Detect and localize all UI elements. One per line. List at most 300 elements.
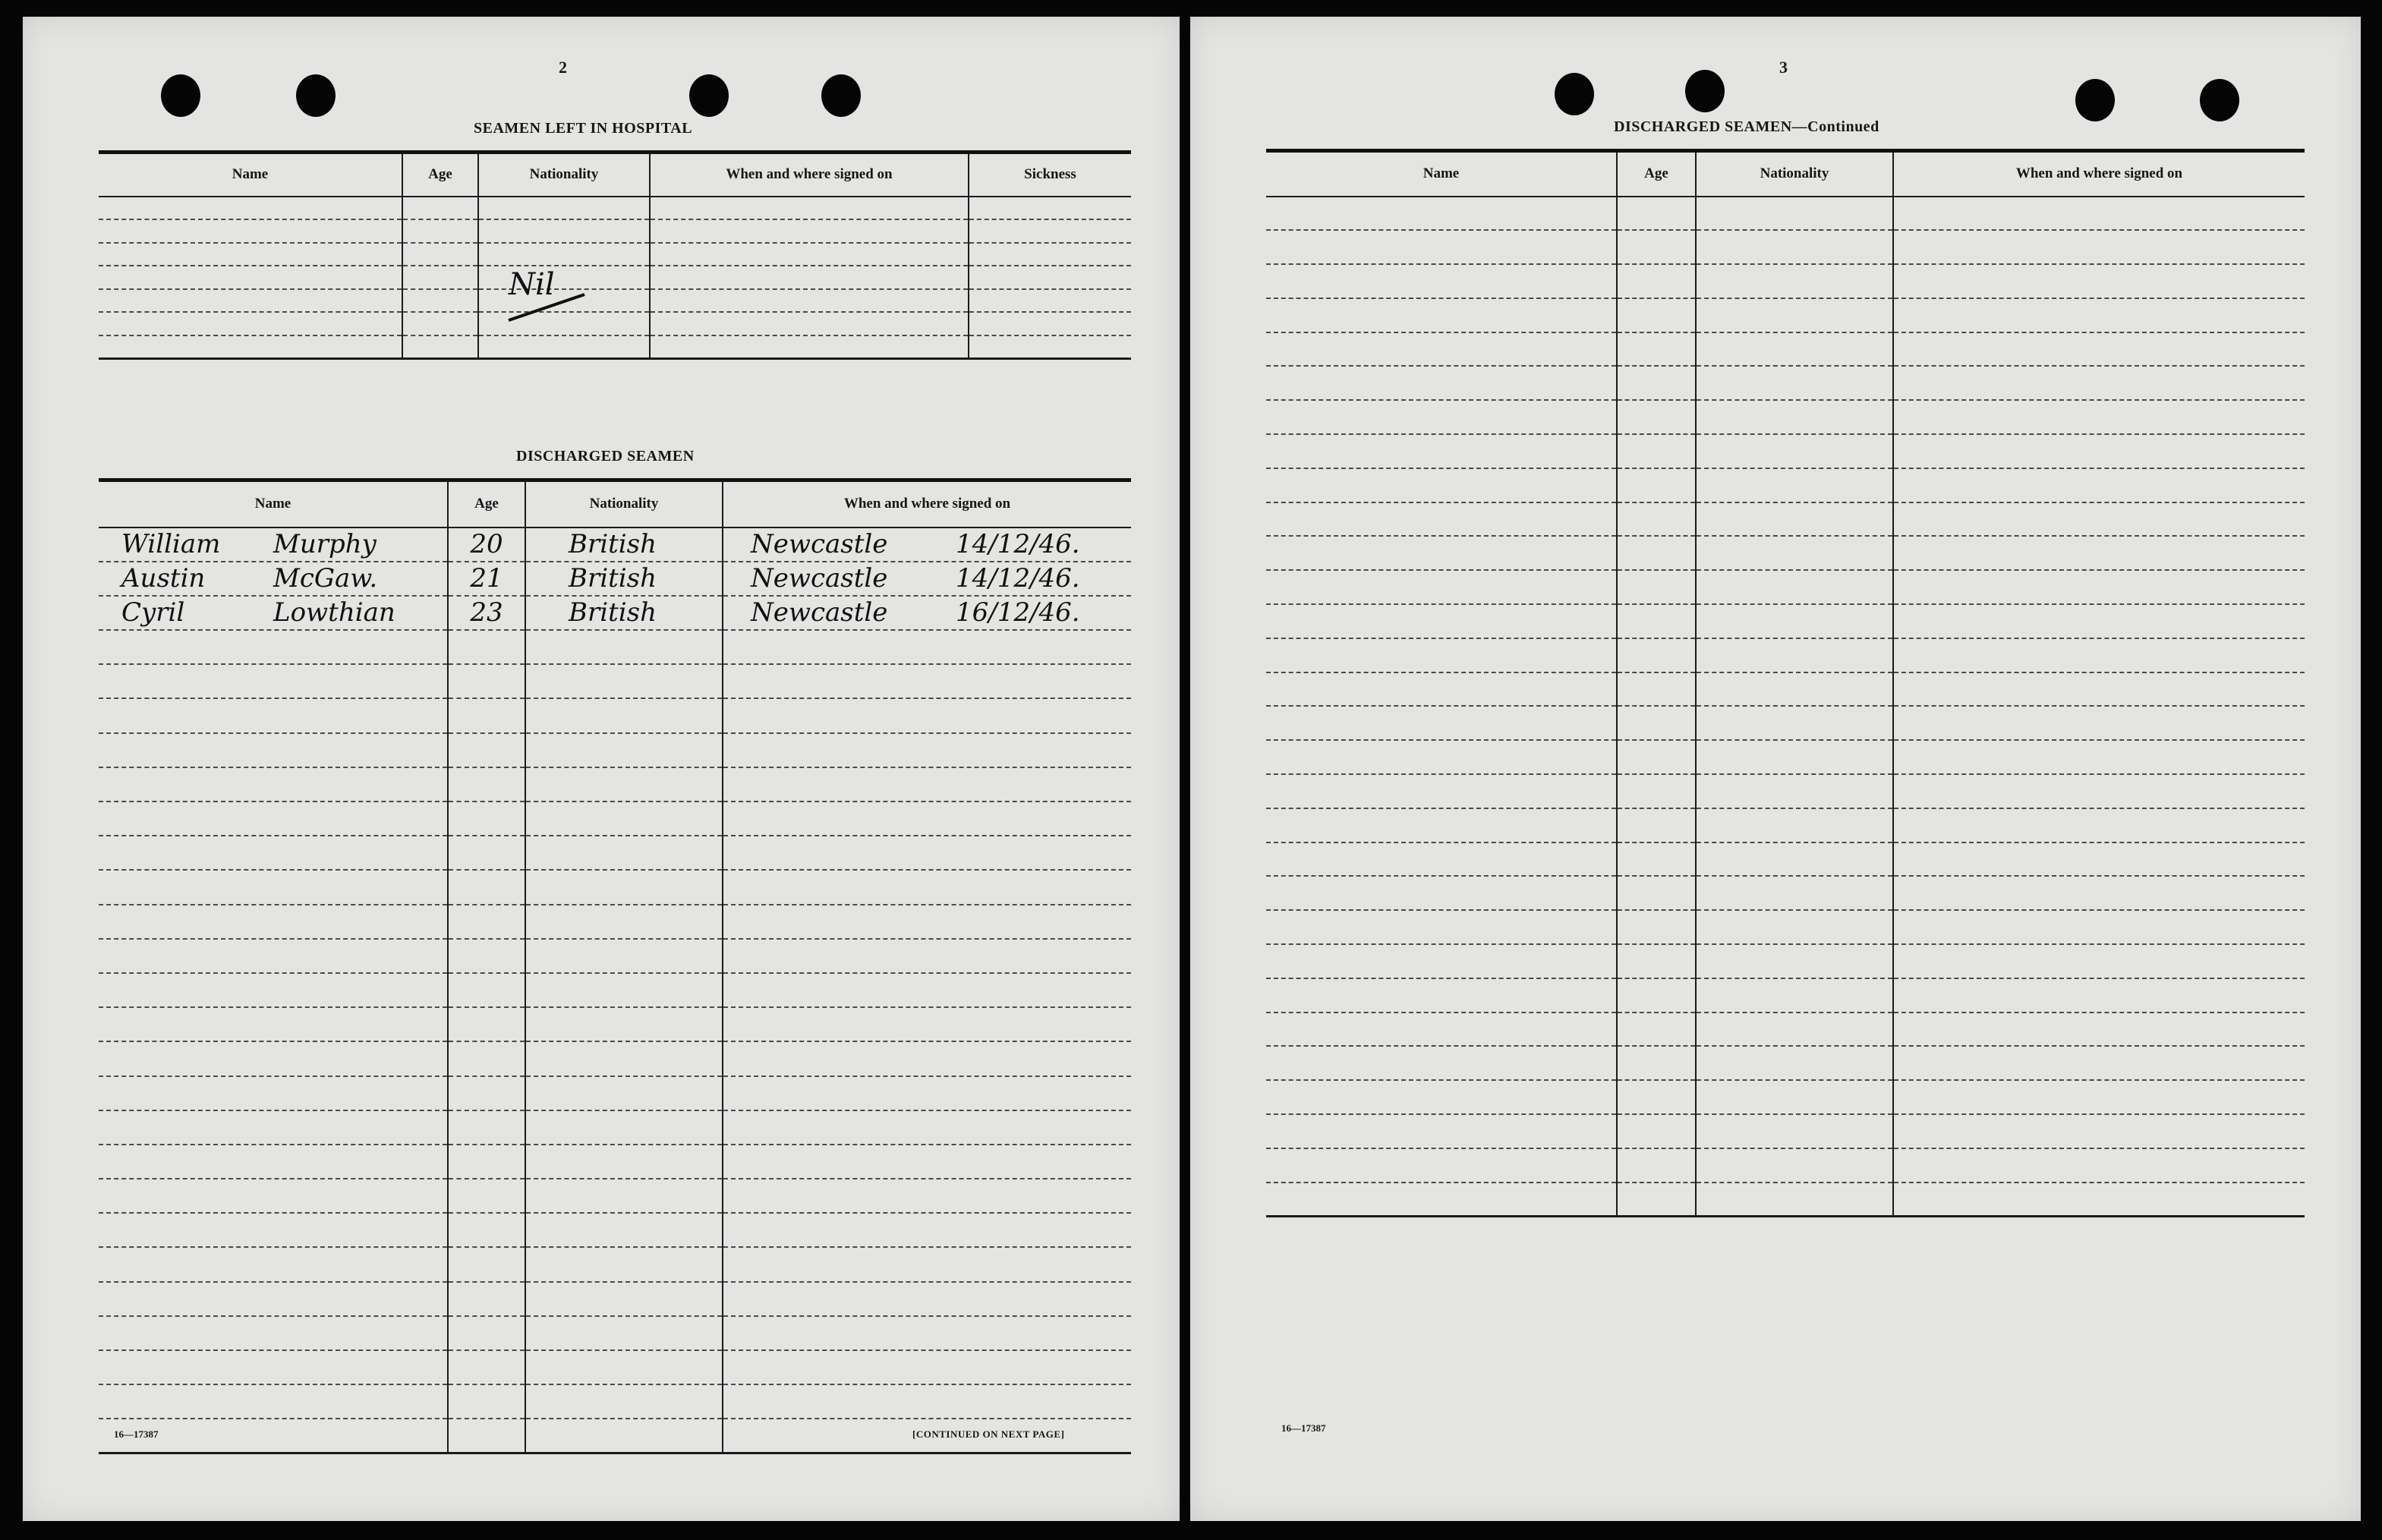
signed-on-place: Newcastle [751, 529, 888, 560]
table-row [1266, 366, 2305, 400]
table-cell [525, 1316, 723, 1350]
table-cell [1696, 706, 1893, 740]
table-cell [1266, 638, 1617, 672]
table-cell [1617, 774, 1696, 808]
table-row [1266, 1183, 2305, 1217]
table-cell [723, 1213, 1131, 1247]
punch-hole [689, 74, 729, 117]
punch-hole [1685, 70, 1725, 112]
table-cell [525, 1282, 723, 1316]
punch-hole [296, 74, 336, 117]
signed-on-place: Newcastle [751, 597, 888, 628]
table-cell [448, 1007, 525, 1041]
table-row [99, 266, 1131, 289]
table-cell [1266, 1114, 1617, 1148]
table-cell [723, 1384, 1131, 1419]
table-cell [448, 1316, 525, 1350]
table-cell [448, 528, 525, 562]
table-cell [723, 1179, 1131, 1213]
table-row [1266, 1114, 2305, 1148]
nil-handwritten-mark [509, 267, 555, 302]
table-cell [1617, 502, 1696, 537]
table-cell [448, 973, 525, 1007]
table-cell [1696, 1183, 1893, 1217]
table-cell [448, 836, 525, 870]
table-cell [650, 243, 969, 266]
table-cell [99, 243, 402, 266]
table-cell [99, 905, 448, 939]
table-cell [402, 243, 478, 266]
table-cell [448, 596, 525, 630]
table-row [99, 1110, 1131, 1145]
table-cell [1617, 332, 1696, 367]
table-cell [448, 905, 525, 939]
table-cell [525, 664, 723, 698]
table-cell [99, 939, 448, 973]
table-cell [1893, 298, 2305, 332]
table-cell [1266, 400, 1617, 434]
table-row [99, 870, 1131, 904]
table-cell [1617, 1012, 1696, 1047]
table-cell [723, 1007, 1131, 1041]
punch-hole [161, 74, 200, 117]
table-cell [1893, 434, 2305, 468]
table-cell [1696, 876, 1893, 910]
table-cell [478, 335, 650, 359]
table-cell [448, 1350, 525, 1384]
table-cell [448, 630, 525, 664]
table-cell [723, 1247, 1131, 1281]
punch-hole [2075, 79, 2115, 121]
table-cell [1696, 400, 1893, 434]
table-cell [1893, 978, 2305, 1012]
table-cell [525, 1041, 723, 1075]
table-cell [99, 1041, 448, 1075]
table-cell [478, 197, 650, 220]
table-cell [1696, 910, 1893, 944]
table-cell [402, 197, 478, 220]
table-cell [1696, 434, 1893, 468]
table-cell [723, 630, 1131, 664]
signed-on-date: 14/12/46. [956, 529, 1080, 560]
table-cell [1266, 910, 1617, 944]
table-row [1266, 672, 2305, 707]
column-header-age: Age [448, 480, 525, 528]
table-cell [525, 733, 723, 767]
table-cell [1696, 197, 1893, 231]
table-cell [650, 335, 969, 359]
table-cell [99, 1350, 448, 1384]
table-row [1266, 706, 2305, 740]
table-cell [1266, 264, 1617, 298]
table-row [99, 630, 1131, 664]
signed-on-date: 16/12/46. [956, 597, 1080, 628]
table-cell [1696, 604, 1893, 638]
table-cell [1893, 604, 2305, 638]
table-cell [525, 1110, 723, 1145]
seaman-nationality: British [569, 597, 657, 628]
table-cell [1696, 1148, 1893, 1183]
nil-text: Nil [509, 267, 555, 302]
table-row [99, 562, 1131, 596]
table-cell [1617, 706, 1696, 740]
table-cell [1696, 366, 1893, 400]
table-cell [448, 1419, 525, 1453]
table-cell [99, 1076, 448, 1110]
table-cell [723, 1041, 1131, 1075]
table-cell [448, 1076, 525, 1110]
table-cell [1266, 536, 1617, 570]
table-cell [1617, 1046, 1696, 1080]
table-row [1266, 1148, 2305, 1183]
table-row [99, 243, 1131, 266]
table-cell [478, 266, 650, 289]
table-cell [723, 801, 1131, 836]
table-cell [402, 266, 478, 289]
table-cell [1617, 910, 1696, 944]
table-cell [1617, 1183, 1696, 1217]
table-row [99, 664, 1131, 698]
table-row [1266, 1046, 2305, 1080]
table-cell [723, 528, 1131, 562]
table-cell [1266, 1046, 1617, 1080]
seaman-nationality: British [569, 529, 657, 560]
table-row [99, 312, 1131, 335]
table-cell [969, 219, 1131, 243]
seaman-last-name: Lowthian [273, 597, 395, 628]
table-cell [99, 562, 448, 596]
table-cell [99, 335, 402, 359]
table-cell [99, 1213, 448, 1247]
table-cell [448, 1110, 525, 1145]
table-row [99, 1247, 1131, 1281]
table-row [99, 973, 1131, 1007]
column-header-name: Name [99, 153, 402, 197]
table-cell [1266, 298, 1617, 332]
table-row [99, 733, 1131, 767]
table-cell [525, 562, 723, 596]
table-cell [969, 289, 1131, 313]
table-cell [1696, 502, 1893, 537]
table-cell [723, 1145, 1131, 1179]
table-cell [1893, 570, 2305, 604]
table-cell [1266, 570, 1617, 604]
table-cell [99, 528, 448, 562]
table-cell [1893, 468, 2305, 502]
table-row [99, 528, 1131, 562]
table-row [1266, 570, 2305, 604]
table-cell [478, 243, 650, 266]
table-cell [1893, 264, 2305, 298]
table-cell [525, 836, 723, 870]
table-cell [723, 905, 1131, 939]
table-cell [1696, 944, 1893, 978]
table-cell [525, 939, 723, 973]
table-cell [1617, 400, 1696, 434]
table-cell [99, 596, 448, 630]
table-cell [723, 836, 1131, 870]
table-row [1266, 298, 2305, 332]
table-cell [525, 1076, 723, 1110]
seaman-age: 23 [470, 597, 503, 628]
table-cell [1266, 604, 1617, 638]
table-cell [1893, 1046, 2305, 1080]
table-cell [1266, 842, 1617, 877]
column-header-nationality: Nationality [478, 153, 650, 197]
discharged-continued-table [1266, 149, 2305, 1217]
table-cell [1696, 1080, 1893, 1114]
table-cell [1893, 1012, 2305, 1047]
table-cell [99, 767, 448, 801]
table-cell [448, 1041, 525, 1075]
table-cell [1696, 230, 1893, 264]
table-cell [1617, 808, 1696, 842]
table-cell [1617, 570, 1696, 604]
table-cell [723, 1350, 1131, 1384]
table-cell [1266, 944, 1617, 978]
table-cell [448, 767, 525, 801]
discharged-continued-table-body [1266, 197, 2305, 1217]
table-row [99, 1213, 1131, 1247]
table-cell [1696, 672, 1893, 707]
table-cell [1696, 638, 1893, 672]
table-cell [1266, 672, 1617, 707]
column-header-nationality: Nationality [525, 480, 723, 528]
table-row [1266, 502, 2305, 537]
table-cell [650, 312, 969, 335]
table-cell [525, 596, 723, 630]
table-cell [1893, 1183, 2305, 1217]
seaman-first-name: Austin [121, 563, 206, 594]
table-cell [99, 698, 448, 732]
table-cell [448, 733, 525, 767]
table-cell [1893, 910, 2305, 944]
table-cell [1617, 434, 1696, 468]
table-cell [1266, 468, 1617, 502]
table-row [99, 1145, 1131, 1179]
seaman-age: 21 [470, 563, 503, 594]
table-cell [1266, 1080, 1617, 1114]
table-cell [478, 219, 650, 243]
table-cell [448, 562, 525, 596]
table-cell [99, 1007, 448, 1041]
table-row [1266, 230, 2305, 264]
seaman-last-name: McGaw. [273, 563, 378, 594]
form-number: 16—17387 [114, 1428, 159, 1440]
table-cell [525, 1247, 723, 1281]
table-cell [1617, 604, 1696, 638]
table-cell [723, 664, 1131, 698]
table-cell [1696, 978, 1893, 1012]
table-cell [1617, 1148, 1696, 1183]
table-cell [448, 801, 525, 836]
table-cell [1266, 434, 1617, 468]
table-cell [1696, 570, 1893, 604]
table-cell [1893, 366, 2305, 400]
table-cell [1893, 197, 2305, 231]
table-cell [525, 801, 723, 836]
table-row [1266, 197, 2305, 231]
discharged-section-title: DISCHARGED SEAMEN [516, 448, 695, 465]
table-cell [650, 219, 969, 243]
table-cell [1617, 944, 1696, 978]
table-cell [1893, 876, 2305, 910]
table-cell [448, 1282, 525, 1316]
table-cell [525, 698, 723, 732]
table-cell [723, 1282, 1131, 1316]
hospital-table [99, 150, 1131, 360]
table-cell [99, 197, 402, 220]
table-row [1266, 264, 2305, 298]
signed-on-date: 14/12/46. [956, 563, 1080, 594]
table-cell [448, 698, 525, 732]
table-cell [1696, 264, 1893, 298]
table-cell [99, 266, 402, 289]
table-cell [1617, 842, 1696, 877]
table-cell [1617, 638, 1696, 672]
table-row [1266, 910, 2305, 944]
hospital-table-body [99, 197, 1131, 359]
table-cell [723, 973, 1131, 1007]
table-row [99, 1007, 1131, 1041]
table-cell [99, 733, 448, 767]
table-cell [525, 973, 723, 1007]
table-cell [1266, 706, 1617, 740]
table-cell [1893, 332, 2305, 367]
table-cell [448, 1247, 525, 1281]
table-cell [525, 1384, 723, 1419]
discharged-table [99, 478, 1131, 1454]
table-cell [723, 1110, 1131, 1145]
table-cell [402, 312, 478, 335]
punch-hole [1555, 73, 1594, 115]
table-cell [525, 1145, 723, 1179]
table-cell [99, 801, 448, 836]
table-cell [1893, 944, 2305, 978]
table-cell [1893, 638, 2305, 672]
table-row [1266, 876, 2305, 910]
punch-hole [2200, 79, 2239, 121]
table-cell [650, 197, 969, 220]
table-cell [1617, 230, 1696, 264]
table-row [1266, 332, 2305, 367]
discharged-title-text: DISCHARGED SEAMEN [1614, 118, 1792, 135]
table-row [99, 1041, 1131, 1075]
table-cell [1617, 197, 1696, 231]
table-cell [723, 1316, 1131, 1350]
column-header-signed-on: When and where signed on [650, 153, 969, 197]
table-cell [1266, 740, 1617, 774]
column-header-sickness: Sickness [969, 153, 1131, 197]
table-cell [1696, 1012, 1893, 1047]
table-cell [1266, 1148, 1617, 1183]
table-cell [99, 1110, 448, 1145]
table-cell [1696, 1046, 1893, 1080]
table-cell [1617, 264, 1696, 298]
table-row [1266, 638, 2305, 672]
table-cell [1617, 672, 1696, 707]
table-cell [1893, 502, 2305, 537]
hospital-section-title: SEAMEN LEFT IN HOSPITAL [474, 120, 693, 137]
table-cell [99, 312, 402, 335]
table-row [99, 1179, 1131, 1213]
table-cell [1696, 808, 1893, 842]
column-header-age: Age [402, 153, 478, 197]
right-page [1190, 17, 2361, 1521]
table-row [1266, 434, 2305, 468]
table-cell [99, 973, 448, 1007]
table-row [99, 289, 1131, 313]
seaman-nationality: British [569, 563, 657, 594]
table-cell [1893, 400, 2305, 434]
table-cell [99, 870, 448, 904]
seaman-first-name: Cyril [121, 597, 185, 628]
table-cell [1617, 536, 1696, 570]
table-cell [723, 698, 1131, 732]
table-cell [1893, 230, 2305, 264]
table-cell [723, 562, 1131, 596]
left-page [23, 17, 1180, 1521]
column-header-signed-on: When and where signed on [723, 480, 1131, 528]
discharged-continued-title [1614, 118, 1879, 136]
table-cell [1696, 774, 1893, 808]
table-row [1266, 740, 2305, 774]
seaman-age: 20 [470, 529, 503, 560]
table-row [99, 1076, 1131, 1110]
table-cell [99, 630, 448, 664]
table-cell [525, 1419, 723, 1453]
column-header-nationality: Nationality [1696, 151, 1893, 197]
table-cell [1696, 740, 1893, 774]
table-cell [1617, 1114, 1696, 1148]
table-cell [1266, 230, 1617, 264]
table-row [1266, 604, 2305, 638]
table-cell [1893, 1080, 2305, 1114]
table-cell [969, 243, 1131, 266]
table-cell [1617, 298, 1696, 332]
table-cell [99, 664, 448, 698]
table-cell [99, 289, 402, 313]
table-cell [1893, 706, 2305, 740]
table-cell [525, 870, 723, 904]
continued-note: [CONTINUED ON NEXT PAGE] [912, 1428, 1065, 1440]
table-cell [99, 1179, 448, 1213]
table-cell [1266, 332, 1617, 367]
table-cell [723, 767, 1131, 801]
table-cell [969, 312, 1131, 335]
table-cell [723, 596, 1131, 630]
table-row [99, 1316, 1131, 1350]
table-cell [650, 289, 969, 313]
column-header-name: Name [99, 480, 448, 528]
table-cell [650, 266, 969, 289]
table-cell [99, 1384, 448, 1419]
table-cell [525, 905, 723, 939]
table-row [99, 801, 1131, 836]
table-cell [1617, 468, 1696, 502]
column-header-signed-on: When and where signed on [1893, 151, 2305, 197]
table-cell [1266, 366, 1617, 400]
table-cell [1266, 197, 1617, 231]
table-cell [1696, 536, 1893, 570]
table-cell [1696, 298, 1893, 332]
discharged-table-body [99, 528, 1131, 1453]
table-row [1266, 536, 2305, 570]
column-header-name: Name [1266, 151, 1617, 197]
table-cell [525, 1179, 723, 1213]
table-row [1266, 978, 2305, 1012]
form-number: 16—17387 [1281, 1422, 1326, 1434]
